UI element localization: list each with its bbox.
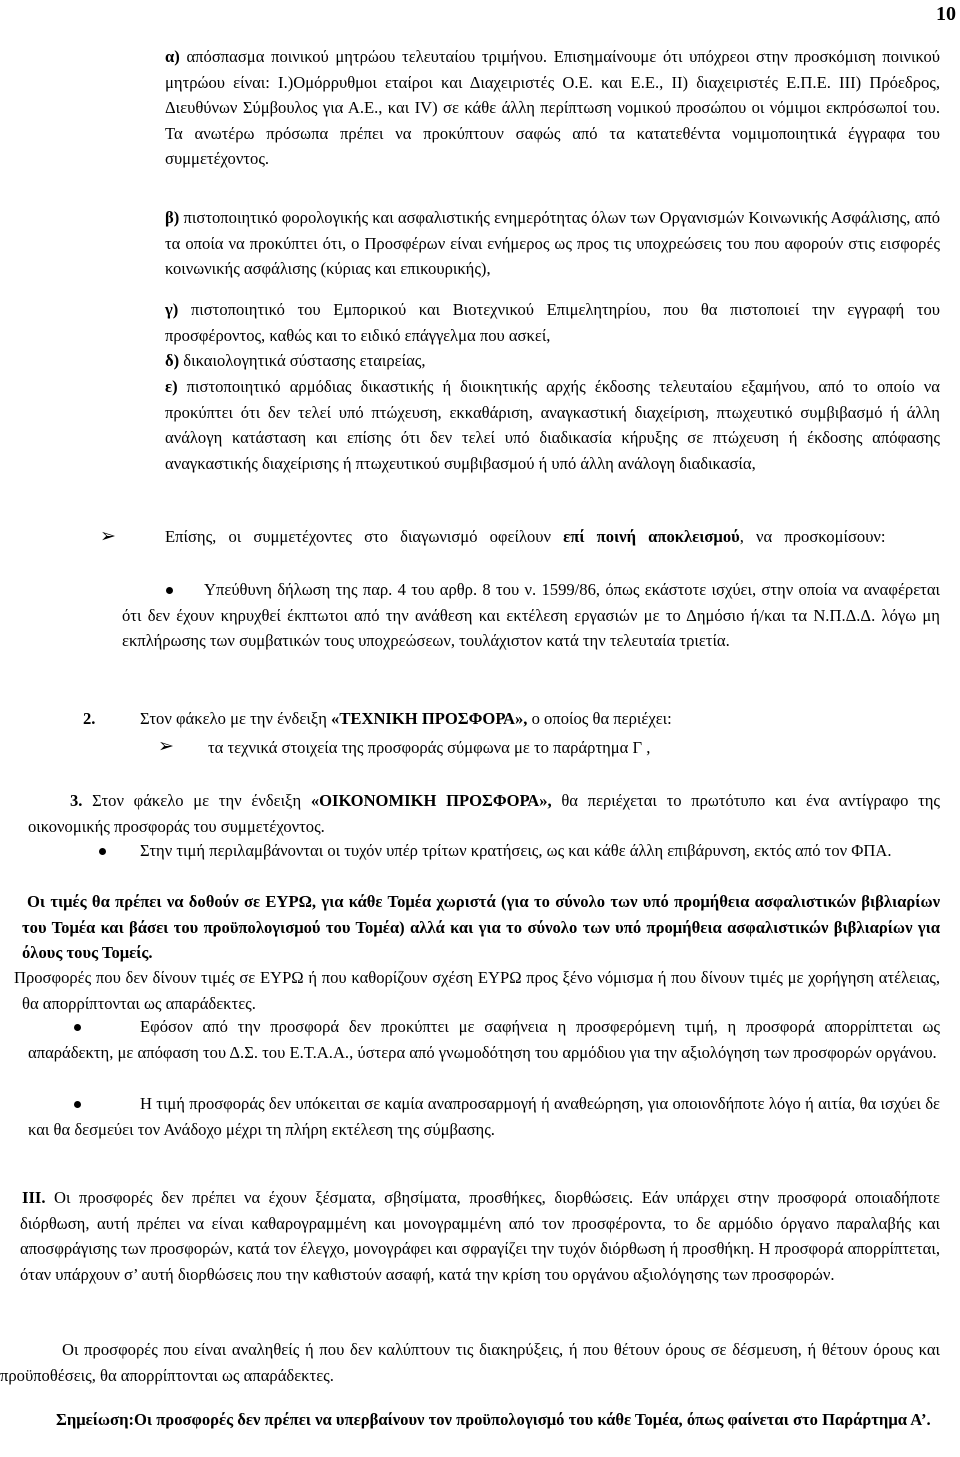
paragraph-no-revision: Η τιμή προσφοράς δεν υπόκειται σε καμία αναπροσαρμογή ή αναθεώρηση, για οποιονδήποτε λόγο ή αιτία, θα ισχύει δε και θα δεσμεύει τον Ανάδοχο μέχρι τη πλήρη εκτέλεση της σύμβασης. xyxy=(28,1094,940,1139)
paragraph-alpha xyxy=(165,44,940,172)
section-3-label: ΙΙΙ. xyxy=(22,1188,46,1207)
item-2-number: 2. xyxy=(83,709,96,728)
paragraph-also xyxy=(165,524,940,550)
text-epsilon: πιστοποιητικό αρμόδιας δικαστικής ή διοικητικής αρχής έκδοσης τελευταίου εξαμήνου, από το οποίο να προκύπτει ότι δεν τελεί υπό πτώχευση, εκκαθάριση, αναγκαστική διαχείριση, πτωχευτικό συμβιβασμό ή άλλη ανάλογη κατάσταση και επίσης ότι δεν τελεί υπό διαδικασία κήρυξης σε πτώχευση ή έκδοσης απόφασης αναγκαστικής διαχείρισης ή πτωχευτικού συμβιβασμού ή υπό άλλη ανάλογη διαδικασία, xyxy=(165,377,940,473)
text-gamma: πιστοποιητικό του Εμπορικού και Βιοτεχνικού Επιμελητηρίου, που θα πιστοποιεί την εγγραφή του προσφέροντος, καθώς και το ειδικό επάγγελμα που ασκεί, xyxy=(165,300,940,345)
label-epsilon: ε) xyxy=(165,377,178,396)
paragraph-declaration: Υπεύθυνη δήλωση της παρ. 4 του αρθρ. 8 του ν. 1599/86, όπως εκάστοτε ισχύει, στην οποία να αναφέρεται ότι δεν έχουν κηρυχθεί έκπτωτοι από την ανάθεση και εκτέλεση εργασιών με το Δημόσιο ή/και τα Ν.Π.Δ.Δ. λόγω μη εκπλήρωσης των συμβατικών τους υποχρεώσεων, τουλάχιστον κατά την τελευταία τριετία. xyxy=(122,580,940,650)
item-2-sub: τα τεχνικά στοιχεία της προσφοράς σύμφωνα με το παράρτημα Γ , xyxy=(208,738,651,757)
item3-bold: «ΟΙΚΟΝΟΜΙΚΗ ΠΡΟΣΦΟΡΑ», xyxy=(310,791,552,810)
text-alpha: απόσπασμα ποινικού μητρώου τελευταίου τριμήνου. Επισημαίνουμε ότι υπόχρεοι στην προσκόμιση ποινικού μητρώου είναι: Ι.)Ομόρρυθμοι εταίροι και Διαχειριστές Ο.Ε. και Ε.Ε., ΙΙ) διαχειριστές Ε.Π.Ε. ΙΙΙ) Πρόεδρος, Διευθύνων Σύμβουλος για Α.Ε., και IV) σε κάθε άλλη περίπτωση νομικού προσώπου οι νόμιμοι εκπρόσωποί του. Τα ανωτέρω πρόσωπα πρέπει να προκύπτουν σαφώς από τα κατατεθέντα νομιμοποιητικά έγγραφα του συμμετέχοντος. xyxy=(165,47,940,168)
text-beta: πιστοποιητικό φορολογικής και ασφαλιστικής ενημερότητας όλων των Οργανισμών Κοινωνικής Ασφάλισης, από τα οποία να προκύπτει ότι, ο Προσφέρων είναι ενήμερος ως προς τις υποχρεώσεις του που αφορούν στις εισφορές κοινωνικής ασφάλισης (κύριας και επικουρικής), xyxy=(165,208,940,278)
item2-text-2: ο οποίος θα περιέχει: xyxy=(531,709,672,728)
paragraph-item-3 xyxy=(28,788,940,839)
also-bold: επί ποινή αποκλεισμού xyxy=(563,527,740,546)
item3-text-1: Στον φάκελο με την ένδειξη xyxy=(92,791,311,810)
paragraph-item-2 xyxy=(140,706,940,732)
text-delta: δικαιολογητικά σύστασης εταιρείας, xyxy=(179,351,426,370)
chevron-bullet-icon: ➢ xyxy=(100,525,116,547)
chevron-bullet-icon: ➢ xyxy=(158,735,174,757)
paragraph-gamma xyxy=(165,297,940,348)
paragraph-delta xyxy=(165,348,940,374)
also-text-2: , να προσκομίσουν: xyxy=(739,527,886,546)
paragraph-beta xyxy=(165,205,940,282)
item2-text-1: Στον φάκελο με την ένδειξη xyxy=(140,709,332,728)
paragraph-rejected-euro: Προσφορές που δεν δίνουν τιμές σε ΕΥΡΩ ή που καθορίζουν σχέση ΕΥΡΩ προς ξένο νόμισμα ή που δίνουν τιμές με χορήγηση ατέλειας, θα απορρίπτονται ως απαράδεκτες. xyxy=(14,968,940,1013)
item3-text-2: θα περιέχεται το πρωτότυπο και ένα αντίγραφο της οικονομικής προσφοράς του συμμετέχοντος. xyxy=(28,791,940,836)
label-alpha: α) xyxy=(165,47,180,66)
page-number: 10 xyxy=(936,3,956,25)
paragraph-price-includes: Στην τιμή περιλαμβάνονται οι τυχόν υπέρ τρίτων κρατήσεις, ως και κάθε άλλη επιβάρυνση, εκτός από τον ΦΠΑ. xyxy=(140,841,892,860)
item2-bold: «ΤΕΧΝΙΚΗ ΠΡΟΣΦΟΡΑ», xyxy=(331,709,532,728)
paragraph-prices-bold: Οι τιμές θα πρέπει να δοθούν σε ΕΥΡΩ, για κάθε Τομέα χωριστά (για το σύνολο των υπό προμήθεια ασφαλιστικών βιβλιαρίων του Τομέα και βάσει του προϋπολογισμού του Τομέα) αλλά και για το σύνολο των υπό προμήθεια ασφαλιστικών βιβλιαρίων για όλους τους Τομείς. xyxy=(22,892,940,962)
label-beta: β) xyxy=(165,208,180,227)
label-delta: δ) xyxy=(165,351,180,370)
paragraph-epsilon xyxy=(165,374,940,476)
item-3-number: 3. xyxy=(70,791,83,810)
paragraph-section-3 xyxy=(20,1185,940,1287)
paragraph-unclear-price: Εφόσον από την προσφορά δεν προκύπτει με σαφήνεια η προσφερόμενη τιμή, η προσφορά απορρίπτεται ως απαράδεκτη, με απόφαση του Δ.Σ. του Ε.Τ.Α.Α., ύστερα από γνωμοδότηση του αρμόδιου για την αξιολόγηση των προσφορών οργάνου. xyxy=(28,1017,940,1062)
also-text-1: Επίσης, οι συμμετέχοντες στο διαγωνισμό οφείλουν xyxy=(165,527,564,546)
paragraph-note: Σημείωση:Οι προσφορές δεν πρέπει να υπερβαίνουν τον προϋπολογισμό του κάθε Τομέα, όπως φαίνεται στο Παράρτημα Α’. xyxy=(56,1410,931,1429)
label-gamma: γ) xyxy=(165,300,179,319)
section-3-text: Οι προσφορές δεν πρέπει να έχουν ξέσματα, σβησίματα, προσθήκες, διορθώσεις. Εάν υπάρχει στην προσφορά οποιαδήποτε διόρθωση, αυτή πρέπει να είναι καθαρογραμμένη και μονογραμμένη από τον προσφέροντα, το δε αρμόδιο όργανο παραλαβής και αποσφράγισης των προσφορών, κατά τον έλεγχο, μονογράφει και σφραγίζει την τυχόν διόρθωση ή προσθήκη. Η προσφορά απορρίπτεται, όταν υπάρχουν σ’ αυτή διορθώσεις που την καθιστούν ασαφή, κατά την κρίση του οργάνου αξιολόγησης των προσφορών. xyxy=(20,1188,940,1284)
paragraph-conditions: Οι προσφορές που είναι αναληθείς ή που δεν καλύπτουν τις διακηρύξεις, ή που θέτουν όρους σε δέσμευση, ή θέτουν όρους και προϋποθέσεις, θα απορρίπτονται ως απαράδεκτες. xyxy=(0,1340,940,1385)
